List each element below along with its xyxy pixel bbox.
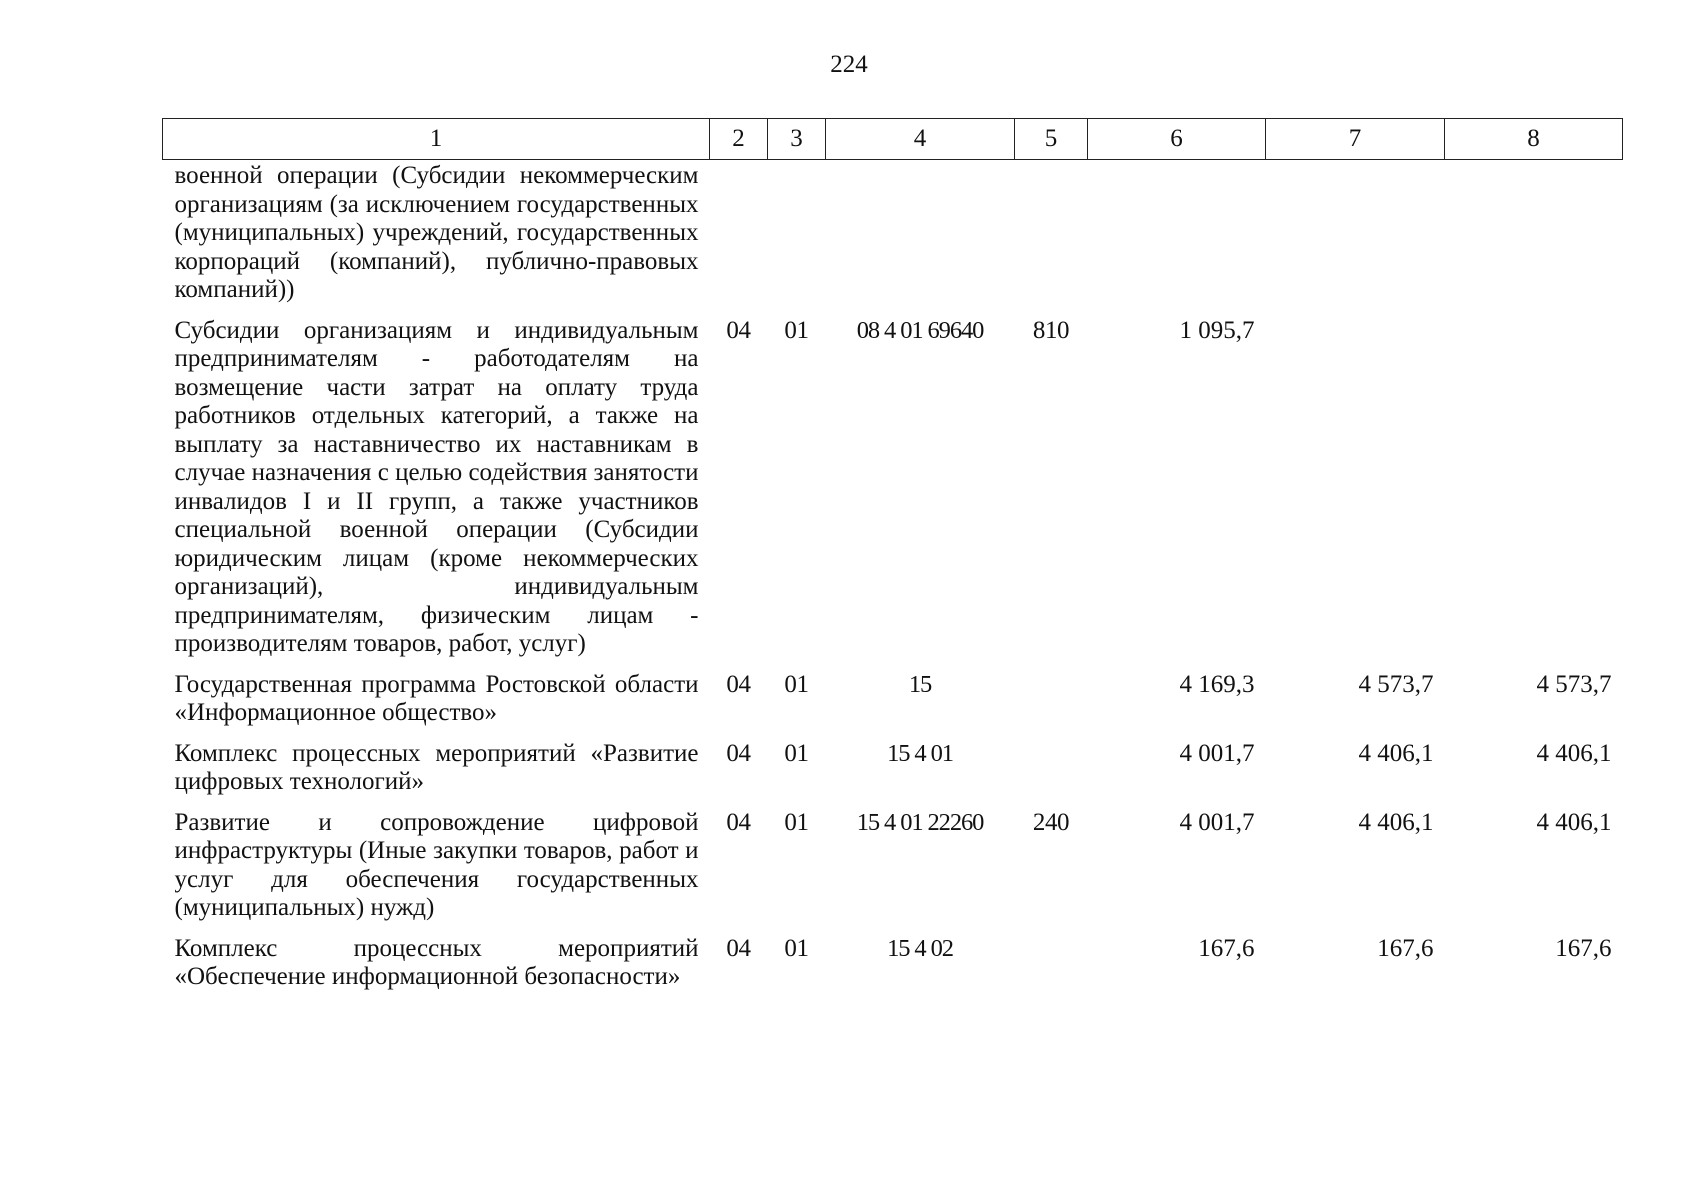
table-row	[163, 809, 1623, 935]
header-col-1: 1	[163, 119, 710, 160]
row-amount-col8: 4 573,7	[1536, 670, 1612, 698]
header-col-5: 5	[1015, 119, 1088, 160]
row-amount-col7: 4 406,1	[1358, 808, 1434, 836]
header-col-3: 3	[768, 119, 826, 160]
row-section-code: 04	[726, 670, 751, 698]
row-amount-col7	[1266, 160, 1445, 317]
table-row	[163, 935, 1623, 1004]
table-row	[163, 740, 1623, 809]
row-amount-col8: 4 406,1	[1536, 739, 1612, 767]
row-amount-col7: 4 406,1	[1358, 739, 1434, 767]
row-description: Комплекс процессных мероприятий «Обеспечение информационной безопасности»	[174, 934, 699, 990]
row-amount-col8	[1445, 160, 1623, 317]
row-amount-col8: 4 406,1	[1536, 808, 1612, 836]
row-expense-type	[1015, 671, 1088, 740]
row-amount-col6: 4 001,7	[1179, 739, 1255, 767]
row-target-code	[826, 160, 1015, 317]
row-amount-col6: 4 001,7	[1179, 808, 1255, 836]
table-row	[163, 317, 1623, 671]
row-description: Развитие и сопровождение цифровой инфраструктуры (Иные закупки товаров, работ и услуг для обеспечения государственных (муниципальных) нужд)	[174, 808, 699, 921]
table-body	[163, 160, 1623, 1004]
row-description: Субсидии организациям и индивидуальным предпринимателям - работодателям на возмещение части затрат на оплату труда работников отдельных категорий, а также на выплату за наставничество их наставникам в случае назначения с целью содействия занятости инвалидов I и II групп, а также участников специальной военной операции (Субсидии юридическим лицам (кроме некоммерческих организаций), индивидуальным предпринимателям, физическим лицам - производителям товаров, работ, услуг)	[174, 316, 699, 657]
header-col-7: 7	[1266, 119, 1445, 160]
header-col-8: 8	[1445, 119, 1623, 160]
row-amount-col8: 167,6	[1555, 934, 1612, 962]
row-amount-col7: 167,6	[1377, 934, 1434, 962]
row-expense-type	[1015, 740, 1088, 809]
budget-table	[162, 118, 1623, 1004]
row-expense-type	[1015, 160, 1088, 317]
row-expense-type: 240	[1032, 808, 1070, 836]
row-section-code	[710, 160, 768, 317]
row-description: Государственная программа Ростовской области «Информационное общество»	[174, 670, 699, 726]
row-expense-type: 810	[1032, 316, 1070, 344]
row-target-code: 15	[908, 670, 932, 698]
row-description: Комплекс процессных мероприятий «Развитие цифровых технологий»	[174, 739, 699, 795]
row-amount-col6: 1 095,7	[1179, 316, 1255, 344]
table-row	[163, 160, 1623, 317]
header-col-4: 4	[826, 119, 1015, 160]
row-amount-col6: 167,6	[1198, 934, 1255, 962]
row-amount-col7: 4 573,7	[1358, 670, 1434, 698]
row-amount-col6: 4 169,3	[1179, 670, 1255, 698]
row-target-code: 15 4 02	[887, 934, 953, 962]
row-section-code: 04	[726, 808, 751, 836]
header-row	[163, 119, 1623, 160]
row-amount-col8	[1445, 317, 1623, 671]
table-header	[163, 119, 1623, 160]
budget-table-container	[162, 118, 1622, 1004]
row-subsection-code: 01	[784, 808, 809, 836]
row-section-code: 04	[726, 316, 751, 344]
table-row	[163, 671, 1623, 740]
row-subsection-code: 01	[784, 670, 809, 698]
row-section-code: 04	[726, 934, 751, 962]
row-description: военной операции (Субсидии некоммерческим организациям (за исключением государственных (муниципальных) учреждений, государственных корпораций (компаний), публично-правовых компаний))	[174, 162, 699, 303]
row-amount-col6	[1088, 160, 1266, 317]
row-subsection-code: 01	[784, 316, 809, 344]
row-section-code: 04	[726, 739, 751, 767]
row-subsection-code	[768, 160, 826, 317]
row-target-code: 15 4 01	[887, 739, 953, 767]
row-amount-col7	[1266, 317, 1445, 671]
row-subsection-code: 01	[784, 739, 809, 767]
header-col-6: 6	[1088, 119, 1266, 160]
row-expense-type	[1015, 935, 1088, 1004]
row-subsection-code: 01	[784, 934, 809, 962]
row-target-code: 15 4 01 22260	[856, 808, 984, 836]
page-number: 224	[830, 51, 868, 78]
row-target-code: 08 4 01 69640	[856, 316, 984, 344]
header-col-2: 2	[710, 119, 768, 160]
